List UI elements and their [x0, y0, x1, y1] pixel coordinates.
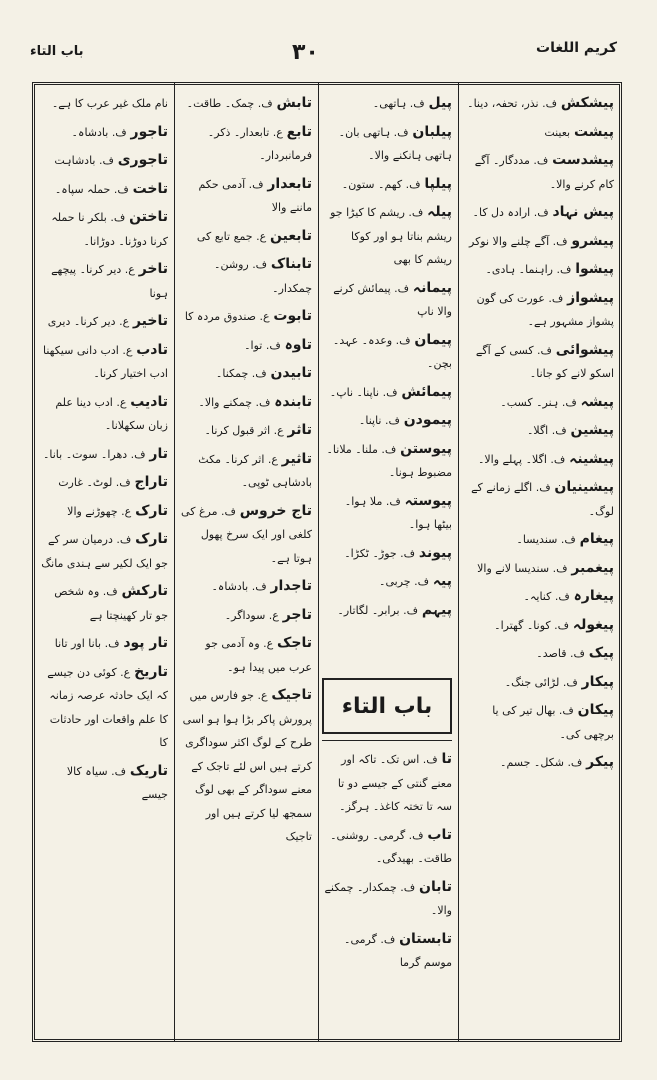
headword: تاختن [129, 209, 168, 225]
gloss: ف. چمکنے والا۔ [198, 395, 271, 409]
gloss: ع. اثر قبول کرنا۔ [204, 424, 284, 437]
headword: تابع [286, 123, 312, 140]
gloss: ف. بادشاہ۔ [211, 580, 267, 593]
dictionary-entry [40, 258, 168, 305]
dictionary-entry [464, 614, 614, 638]
gloss: ف. اگلے زمانے کے لوگ۔ [471, 481, 614, 518]
gloss: ف. برابر۔ لگاتار۔ [337, 603, 419, 617]
gloss: ف. ناپنا۔ [358, 414, 400, 427]
gloss: ف. ہاتھی بان۔ ہاتھی ہانکنے والا۔ [338, 125, 452, 162]
dictionary-entry [180, 575, 312, 599]
headword: پیشین [570, 422, 614, 438]
gloss: ع. چھوڑنے والا [67, 504, 132, 518]
gloss: ف. وہ شخص جو تار کھینچتا ہے [54, 585, 168, 622]
headword: پیشینیان [554, 479, 614, 495]
gloss: ف. توا۔ [244, 338, 281, 352]
page-header [0, 0, 657, 70]
gloss: ف. قاصد۔ [536, 647, 585, 660]
gloss: ف. گرمی۔ موسم گرما [344, 932, 452, 969]
gloss: ف. اس تک۔ تاکہ اور معنے گنتی کے جیسے دو تا سہ تا تختہ کاغذ۔ ہرگز۔ [337, 753, 452, 813]
gloss: ف. حملہ سپاہ۔ [54, 182, 129, 196]
dictionary-entry [324, 173, 452, 197]
dictionary-entry [180, 448, 312, 495]
dictionary-entry [464, 149, 614, 196]
dictionary-entry [324, 201, 452, 272]
dictionary-entry [40, 632, 168, 656]
headword: پیمان [414, 331, 452, 348]
headword: پیغام [579, 531, 614, 547]
gloss: ف. مرغ کی کلغی اور ایک سرخ پھول ہوتا ہے۔ [181, 504, 312, 565]
gloss: ع. تابعدار۔ ذکر۔ فرمانبردار۔ [207, 125, 312, 162]
gloss: ف. کسی کے آگے اسکو لانے کو جانا۔ [475, 343, 614, 380]
gloss: ف. ملنا۔ ملانا۔ مضبوط ہونا۔ [326, 442, 452, 479]
dictionary-entry [40, 149, 168, 173]
dictionary-entry [180, 391, 312, 415]
headword: پیغولہ [572, 616, 614, 633]
gloss: ف. سیاہ کالا جیسے [66, 764, 168, 801]
headword: پیغارہ [573, 588, 614, 604]
dictionary-entry [464, 448, 614, 472]
dictionary-entry [464, 699, 614, 746]
gloss: ف. راہنما۔ ہادی۔ [485, 263, 572, 276]
gloss: ف. پیمائش کرنے والا ناپ [333, 281, 452, 318]
dictionary-entry [180, 334, 312, 358]
gloss: ف. سندیسا لانے والا [477, 561, 568, 575]
gloss: ع. اثر کرنا۔ مکٹ بادشاہی ٹوپی۔ [198, 452, 312, 489]
gloss: ف. بانا اور تانا [54, 637, 120, 650]
gloss: ف. چمک۔ طاقت۔ [186, 97, 273, 110]
column-2 [324, 92, 452, 672]
dictionary-entry [180, 604, 312, 628]
headword: تادب [136, 341, 168, 358]
gloss: ف. گرمی۔ روشنی۔ طاقت۔ بھیدگی۔ [330, 828, 452, 865]
gloss: ف. ہنر۔ کسب۔ [500, 395, 577, 409]
column-2-continued [324, 748, 452, 1038]
gloss: ف. جوڑ۔ ٹکڑا۔ [344, 546, 416, 560]
section-rule [322, 740, 452, 741]
headword: پیلہ [427, 204, 452, 220]
headword: پیمانہ [412, 279, 452, 296]
gloss: ف. اگلا۔ پہلے والا۔ [477, 452, 566, 466]
headword: تاجور [130, 123, 168, 140]
headword: پیکار [581, 673, 614, 690]
dictionary-entry [324, 277, 452, 324]
dictionary-entry [464, 476, 614, 523]
dictionary-entry [464, 419, 614, 443]
dictionary-entry [40, 580, 168, 627]
gloss: ف. مددگار۔ آگے کام کرنے والا۔ [474, 154, 614, 191]
headword: پیک [588, 645, 614, 661]
column-3 [180, 92, 312, 1032]
headword: پیمودن [403, 412, 452, 428]
dictionary-entry [180, 684, 312, 849]
headword: پیکر [586, 754, 614, 770]
page-number: ۳۰ [292, 40, 319, 65]
headword: پیلبان [412, 123, 452, 140]
gloss: ف. درمیان سر کے جو ایک لکیر سے ہندی مانگ [41, 533, 168, 570]
gloss: ع. وہ آدمی جو عرب میں پیدا ہو۔ [205, 637, 312, 674]
headword: تابناک [270, 256, 312, 272]
dictionary-entry [324, 409, 452, 433]
dictionary-entry [324, 928, 452, 975]
dictionary-entry [464, 391, 614, 415]
headword: تاخت [132, 180, 168, 197]
headword: تارک [135, 531, 168, 547]
headword: پیشدست [552, 152, 614, 168]
column-divider [318, 82, 319, 1042]
running-head-section: باب التاء [30, 44, 84, 59]
headword: تارکش [121, 583, 168, 599]
dictionary-entry [464, 642, 614, 666]
dictionary-entry [180, 92, 312, 116]
gloss: ع. دیر کرنا۔ دیری [47, 315, 130, 328]
dictionary-entry [464, 287, 614, 334]
headword: پیشہ [580, 393, 614, 410]
gloss: ف. آدمی حکم ماننے والا [198, 177, 312, 214]
dictionary-entry [40, 121, 168, 145]
headword: پیش نہاد [552, 204, 614, 220]
headword: تاراج [134, 474, 168, 490]
gloss: ف. بھال تیر کی یا برچھی کی۔ [492, 704, 614, 741]
gloss: ع. دیر کرنا۔ پیچھے ہونا [51, 263, 168, 300]
gloss: ف. ناپنا۔ ناپ۔ [329, 385, 398, 399]
gloss: ف. چمکنا۔ [215, 367, 267, 380]
gloss: ف. وعدہ۔ عہد۔ بچن۔ [332, 333, 452, 370]
headword: تاخر [138, 261, 168, 277]
dictionary-entry [40, 528, 168, 575]
dictionary-entry [464, 671, 614, 695]
headword: تا [441, 751, 452, 767]
dictionary-entry [464, 751, 614, 775]
column-4 [40, 92, 168, 1032]
headword: تاجر [282, 606, 312, 623]
headword: تاوہ [284, 336, 312, 353]
gloss: ف. لڑائی جنگ۔ [504, 675, 578, 689]
dictionary-entry [324, 748, 452, 819]
dictionary-entry [464, 201, 614, 225]
dictionary-entry [324, 542, 452, 566]
headword: پیکان [577, 702, 614, 718]
dictionary-entry [40, 661, 168, 755]
dictionary-entry [324, 570, 452, 594]
headword: تاریک [129, 762, 168, 779]
column-1 [464, 92, 614, 1032]
gloss: ف. نذر، تحفہ، دینا۔ [467, 97, 558, 110]
headword: تاثیر [281, 450, 312, 467]
headword: تابندہ [274, 393, 312, 410]
gloss: ف. آگے چلنے والا نوکر [469, 234, 568, 248]
dictionary-entry [180, 253, 312, 300]
headword: پیوستن [400, 440, 452, 457]
headword: پیہ [432, 573, 452, 589]
running-head-book-title: کریم اللغات [536, 40, 617, 56]
dictionary-entry [464, 258, 614, 282]
dictionary-entry [464, 339, 614, 386]
dictionary-entry [180, 225, 312, 249]
headword: تاج خروس [239, 502, 312, 519]
headword: تاجدار [270, 578, 312, 594]
dictionary-entry [40, 391, 168, 438]
headword: تاخیر [132, 313, 168, 329]
column-divider [174, 82, 175, 1042]
headword: تابش [276, 95, 312, 111]
dictionary-entry [40, 310, 168, 334]
headword: تابان [419, 878, 452, 895]
dictionary-entry [324, 599, 452, 623]
headword: تاجک [277, 635, 312, 651]
dictionary-entry [40, 92, 168, 116]
headword: پیشت [573, 123, 614, 140]
gloss: ف. دھرا۔ سوت۔ بانا۔ [42, 447, 146, 461]
dictionary-entry [180, 500, 312, 571]
dictionary-entry [40, 339, 168, 386]
headword: تاب [427, 826, 452, 843]
gloss: ف. کونا۔ گھترا۔ [494, 618, 570, 632]
dictionary-entry [464, 557, 614, 581]
gloss: ع. ادب دانی سیکھنا ادب اختیار کرنا۔ [42, 343, 168, 380]
dictionary-entry [464, 230, 614, 254]
dictionary-entry [180, 419, 312, 443]
headword: پیلپا [424, 175, 452, 192]
gloss: ف. بادشاہت [54, 154, 114, 167]
headword: تاجیک [271, 687, 312, 703]
dictionary-entry [180, 173, 312, 220]
headword: پیشواز [567, 289, 614, 306]
dictionary-entry [324, 121, 452, 168]
gloss: ف. شکل۔ جسم۔ [500, 756, 583, 769]
gloss: ف. لوٹ۔ غارت [58, 476, 131, 489]
headword: پیغمبر [571, 559, 614, 576]
gloss: ع. جمع تابع کی [196, 229, 267, 243]
headword: پیشرو [571, 232, 614, 249]
dictionary-entry [324, 490, 452, 537]
gloss: ف. چربی۔ [379, 575, 429, 588]
gloss: ع. ادب دینا علم زبان سکھلانا۔ [55, 395, 168, 432]
gloss: ف. اگلا۔ [526, 424, 567, 437]
headword: تابعین [270, 227, 312, 244]
headword: تار [149, 445, 168, 462]
dictionary-entry [324, 876, 452, 923]
headword: تابیدن [270, 365, 312, 381]
gloss: ف. کھم۔ ستون۔ [341, 177, 421, 191]
dictionary-entry [40, 178, 168, 202]
gloss: ف. ریشم کا کیڑا جو ریشم بناتا ہو اور کوکا ریشم کا بھی [330, 206, 452, 266]
column-divider [458, 82, 459, 1042]
headword: تابعدار [267, 175, 312, 192]
headword: پیل [428, 95, 452, 111]
headword: پیشوائی [555, 341, 614, 358]
headword: پیوند [418, 544, 452, 561]
gloss: ع. صندوق مردہ کا [184, 310, 270, 323]
dictionary-entry [464, 585, 614, 609]
headword: تاجوری [117, 152, 168, 168]
gloss: ف. بادشاہ۔ [71, 125, 127, 139]
gloss: ف. عورت کی گون پشواز مشہور ہے۔ [476, 291, 614, 328]
dictionary-entry [180, 305, 312, 329]
headword: پیمائش [401, 383, 452, 400]
headword: پیشوا [575, 261, 614, 277]
dictionary-entry [324, 329, 452, 376]
dictionary-entry [464, 528, 614, 552]
headword: تاریخ [134, 663, 168, 680]
headword: تاثر [287, 422, 312, 438]
dictionary-entry [40, 206, 168, 253]
dictionary-entry [40, 471, 168, 495]
gloss: ع. جو فارس میں پرورش پاکر بڑا ہوا ہو اسی طرح کے لوگ اکثر سوداگری کرتے ہیں اس لئے تاجک کے معنے سوداگر کے بھی لوگ سمجھ لیا کرتے ہیں اور تاجیک [182, 689, 312, 843]
headword: تار پود [123, 635, 168, 651]
gloss: ف. ارادہ دل کا۔ [472, 206, 549, 219]
gloss: ع. سوداگر۔ [224, 608, 279, 622]
dictionary-entry [40, 760, 168, 807]
headword: تابوت [273, 308, 312, 324]
section-heading: باب التاء [322, 678, 452, 734]
headword: تارک [135, 502, 168, 519]
headword: پیہم [421, 601, 452, 618]
gloss: نام ملک غیر عرب کا ہے۔ [51, 97, 168, 110]
gloss: بعینت [544, 125, 571, 139]
dictionary-entry [324, 92, 452, 116]
gloss: ف. ملا ہوا۔ بیٹھا ہوا۔ [344, 494, 452, 531]
gloss: ف. بلکر نا حملہ کرنا دوڑنا۔ دوڑانا۔ [51, 211, 168, 248]
headword: پیوستہ [404, 492, 452, 509]
gloss: ع. کوئی دن جیسے کہ ایک حادثہ عرصہ زمانہ کا علم واقعات اور حادثات کا [47, 665, 168, 749]
dictionary-entry [324, 824, 452, 871]
headword: پیشینہ [569, 450, 614, 467]
dictionary-entry [324, 438, 452, 485]
dictionary-entry [180, 632, 312, 679]
headword: پیشکش [560, 95, 614, 111]
gloss: ف. روشن۔ چمکدار۔ [214, 258, 312, 295]
headword: تادیب [130, 393, 168, 410]
dictionary-entry [40, 443, 168, 467]
dictionary-entry [180, 362, 312, 386]
dictionary-entry [40, 500, 168, 524]
gloss: ف. چمکدار۔ چمکنے والا۔ [324, 880, 452, 917]
headword: تابستان [399, 930, 452, 947]
dictionary-entry [464, 92, 614, 116]
gloss: ف. سندیسا۔ [516, 533, 576, 546]
gloss: ف. ہاتھی۔ [372, 97, 425, 110]
dictionary-entry [464, 121, 614, 145]
gloss: ف. کنایہ۔ [523, 590, 570, 603]
dictionary-entry [324, 381, 452, 405]
dictionary-entry [180, 121, 312, 168]
